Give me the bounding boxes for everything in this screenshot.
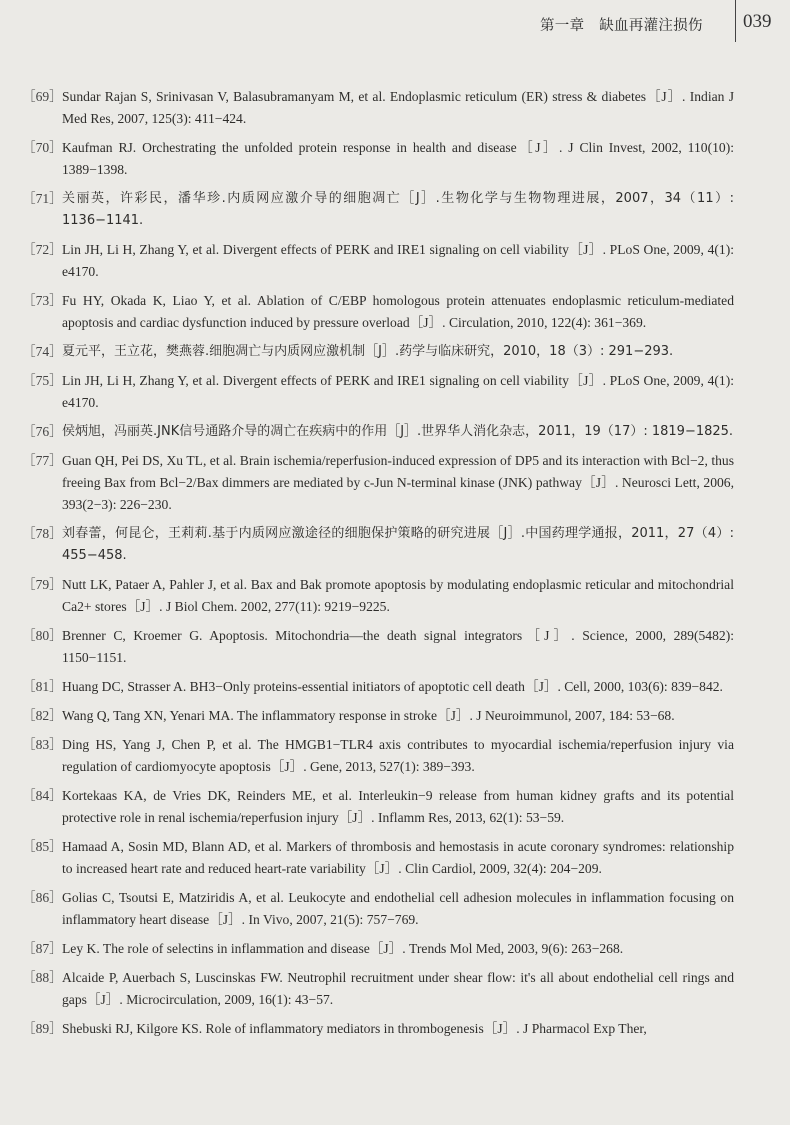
reference-number: ［81］: [22, 679, 63, 694]
reference-number: ［85］: [22, 839, 63, 854]
reference-number: ［88］: [22, 970, 63, 985]
reference-text: Kortekaas KA, de Vries DK, Reinders ME, et al. Interleukin−9 release from human kidney grafts and its potential protective role in renal ischemia/reperfusion injury［J］. Inflamm Res, 2013, 62(1): 53−59.: [62, 788, 734, 825]
reference-item: [22, 421, 734, 443]
reference-item: [22, 625, 734, 669]
reference-item: [22, 341, 734, 363]
reference-text: Kaufman RJ. Orchestrating the unfolded protein response in health and disease［J］. J Clin Invest, 2002, 110(10): 1389−1398.: [62, 140, 734, 177]
reference-list: [22, 86, 734, 1047]
reference-number: ［77］: [22, 453, 63, 468]
reference-text: 关丽英，许彩民，潘华珍.内质网应激介导的细胞凋亡［J］.生物化学与生物物理进展，2007，34（11）: 1136−1141.: [62, 191, 734, 228]
reference-text: Hamaad A, Sosin MD, Blann AD, et al. Markers of thrombosis and hemostasis in acute coronary syndromes: relationship to increased heart rate and reduced heart-rate variability［J］. Clin Cardiol, 2009, 32(4): 204−209.: [62, 839, 734, 876]
reference-number: ［76］: [22, 424, 63, 439]
reference-item: [22, 523, 734, 567]
reference-number: ［70］: [22, 140, 63, 155]
reference-item: [22, 887, 734, 931]
reference-text: Fu HY, Okada K, Liao Y, et al. Ablation of C/EBP homologous protein attenuates endoplasmic reticulum-mediated apoptosis and cardiac dysfunction induced by pressure overload［J］. Circulation, 2010, 122(4): 361−369.: [62, 293, 734, 330]
reference-number: ［80］: [22, 628, 63, 643]
reference-item: [22, 188, 734, 232]
reference-item: [22, 836, 734, 880]
reference-text: Alcaide P, Auerbach S, Luscinskas FW. Neutrophil recruitment under shear flow: it's all about endothelial cell rings and gaps［J］. Microcirculation, 2009, 16(1): 43−57.: [62, 970, 734, 1007]
reference-item: [22, 239, 734, 283]
reference-number: ［82］: [22, 708, 63, 723]
reference-text: Huang DC, Strasser A. BH3−Only proteins-essential initiators of apoptotic cell death［J］. Cell, 2000, 103(6): 839−842.: [62, 679, 723, 694]
reference-text: Golias C, Tsoutsi E, Matziridis A, et al. Leukocyte and endothelial cell adhesion molecules in inflammation focusing on inflammatory heart disease［J］. In Vivo, 2007, 21(5): 757−769.: [62, 890, 734, 927]
reference-text: 夏元平，王立花，樊燕蓉.细胞凋亡与内质网应激机制［J］.药学与临床研究，2010，18（3）: 291−293.: [62, 344, 674, 359]
reference-number: ［71］: [22, 191, 63, 206]
page-number: 039: [743, 11, 772, 32]
reference-item: [22, 734, 734, 778]
reference-text: Lin JH, Li H, Zhang Y, et al. Divergent effects of PERK and IRE1 signaling on cell viability［J］. PLoS One, 2009, 4(1): e4170.: [62, 242, 734, 279]
reference-text: 刘春蕾，何昆仑，王莉莉.基于内质网应激途径的细胞保护策略的研究进展［J］.中国药理学通报，2011，27（4）: 455−458.: [62, 526, 734, 563]
reference-number: ［79］: [22, 577, 63, 592]
reference-item: [22, 676, 734, 698]
reference-number: ［74］: [22, 344, 63, 359]
reference-text: Brenner C, Kroemer G. Apoptosis. Mitochondria—the death signal integrators［J］. Science, 2000, 289(5482): 1150−1151.: [62, 628, 734, 665]
reference-item: [22, 290, 734, 334]
reference-text: Shebuski RJ, Kilgore KS. Role of inflammatory mediators in thrombogenesis［J］. J Pharmacol Exp Ther,: [62, 1021, 647, 1036]
reference-number: ［84］: [22, 788, 63, 803]
chapter-title: 第一章 缺血再灌注损伤: [540, 18, 703, 34]
reference-number: ［87］: [22, 941, 63, 956]
reference-number: ［69］: [22, 89, 63, 104]
reference-item: [22, 137, 734, 181]
reference-item: [22, 370, 734, 414]
reference-text: Nutt LK, Pataer A, Pahler J, et al. Bax and Bak promote apoptosis by modulating endoplasmic reticular and mitochondrial Ca2+ stores［J］. J Biol Chem. 2002, 277(11): 9219−9225.: [62, 577, 734, 614]
reference-number: ［72］: [22, 242, 63, 257]
reference-text: Ding HS, Yang J, Chen P, et al. The HMGB1−TLR4 axis contributes to myocardial ischemia/reperfusion injury via regulation of cardiomyocyte apoptosis［J］. Gene, 2013, 527(1): 389−393.: [62, 737, 734, 774]
reference-number: ［75］: [22, 373, 63, 388]
reference-number: ［78］: [22, 526, 63, 541]
reference-text: 侯炳旭，冯丽英.JNK信号通路介导的凋亡在疾病中的作用［J］.世界华人消化杂志，2011，19（17）: 1819−1825.: [62, 424, 734, 439]
reference-text: Lin JH, Li H, Zhang Y, et al. Divergent effects of PERK and IRE1 signaling on cell viability［J］. PLoS One, 2009, 4(1): e4170.: [62, 373, 734, 410]
reference-item: [22, 86, 734, 130]
running-header: [0, 0, 790, 42]
reference-text: Wang Q, Tang XN, Yenari MA. The inflammatory response in stroke［J］. J Neuroimmunol, 2007, 184: 53−68.: [62, 708, 675, 723]
reference-item: [22, 1018, 734, 1040]
reference-text: Ley K. The role of selectins in inflammation and disease［J］. Trends Mol Med, 2003, 9(6): 263−268.: [62, 941, 624, 956]
reference-item: [22, 967, 734, 1011]
reference-text: Guan QH, Pei DS, Xu TL, et al. Brain ischemia/reperfusion-induced expression of DP5 and its interaction with Bcl−2, thus freeing Bax from Bcl−2/Bax dimmers are mediated by c-Jun N-terminal kinase (JNK) pathway［J］. Neurosci Lett, 2006, 393(2−3): 226−230.: [62, 453, 734, 512]
reference-item: [22, 574, 734, 618]
reference-item: [22, 938, 734, 960]
reference-number: ［73］: [22, 293, 63, 308]
reference-item: [22, 705, 734, 727]
reference-number: ［83］: [22, 737, 63, 752]
reference-item: [22, 785, 734, 829]
reference-item: [22, 450, 734, 516]
header-divider: [735, 0, 736, 42]
reference-number: ［86］: [22, 890, 63, 905]
reference-text: Sundar Rajan S, Srinivasan V, Balasubramanyam M, et al. Endoplasmic reticulum (ER) stress & diabetes［J］. Indian J Med Res, 2007, 125(3): 411−424.: [62, 89, 734, 126]
reference-number: ［89］: [22, 1021, 63, 1036]
